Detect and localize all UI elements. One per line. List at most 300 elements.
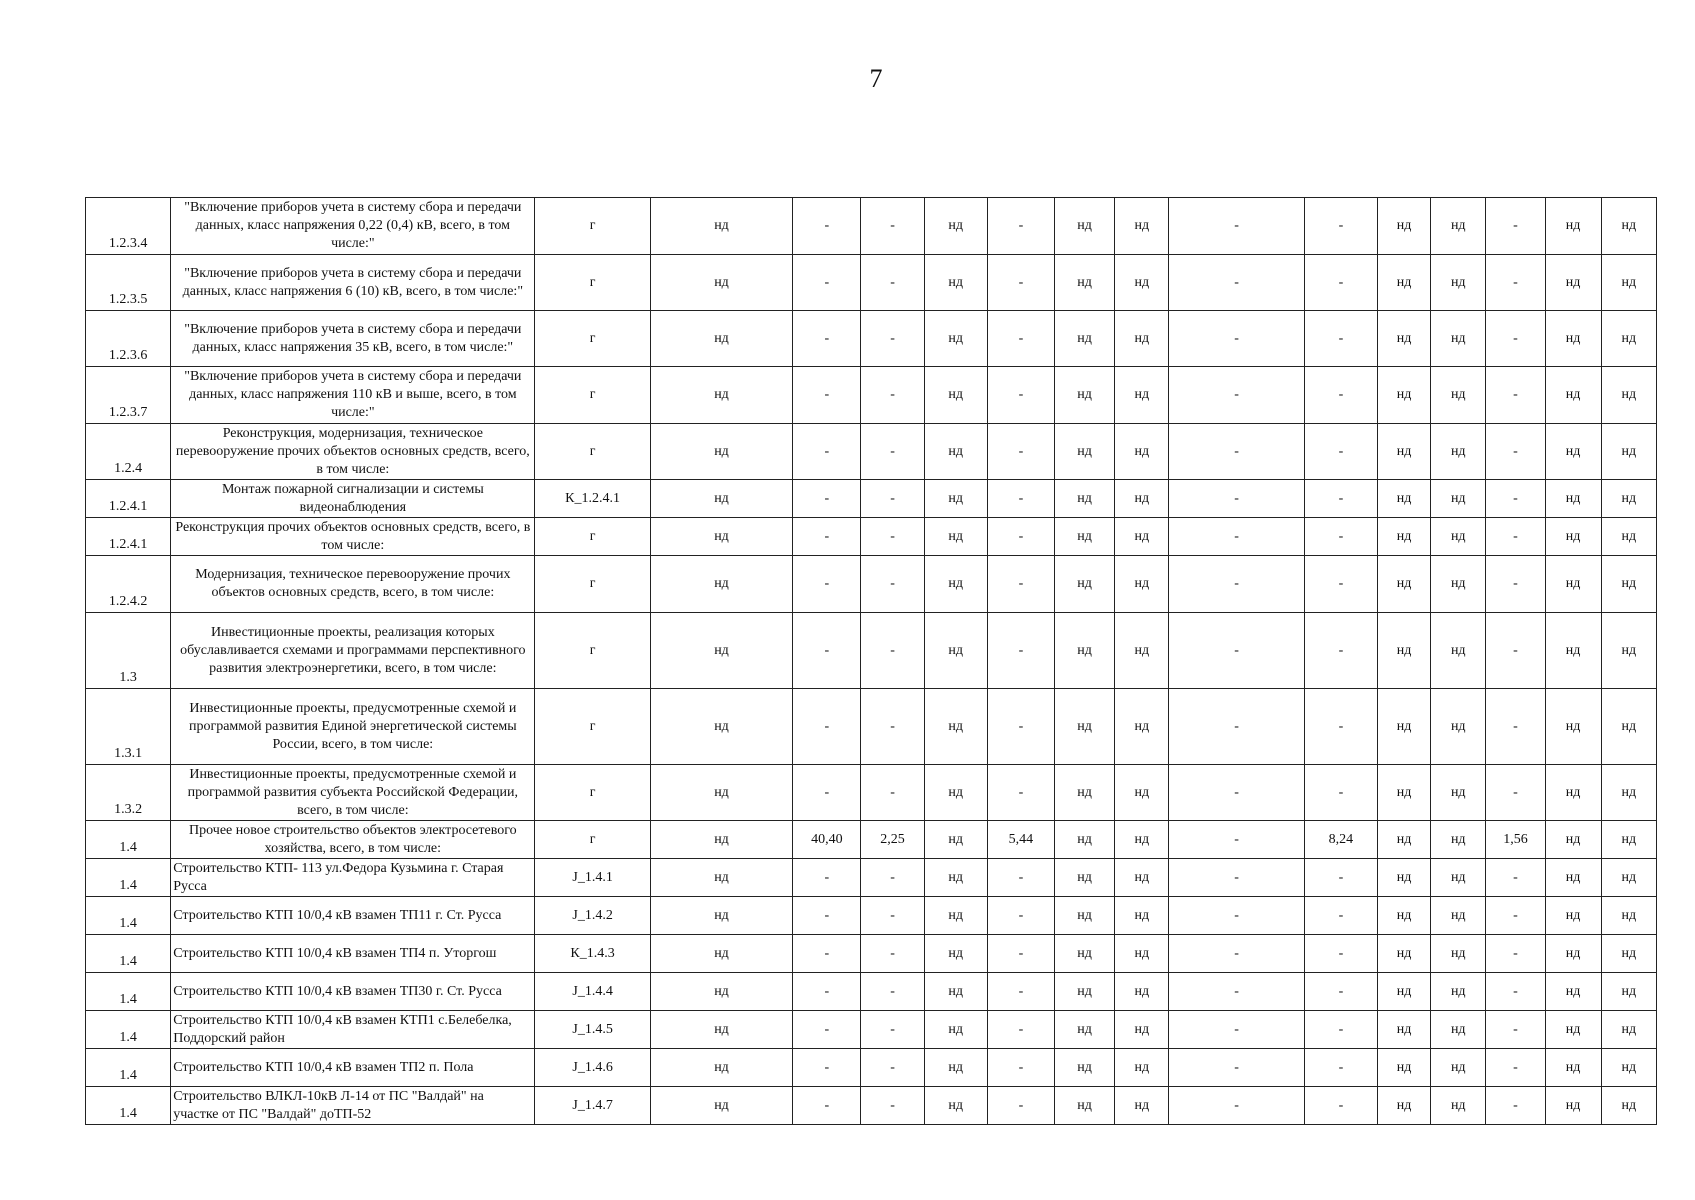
- data-cell: нд: [1055, 1011, 1115, 1049]
- data-cell: -: [793, 480, 861, 518]
- row-number: 1.4: [86, 1087, 171, 1125]
- data-cell: -: [793, 518, 861, 556]
- row-code: К_1.2.4.1: [535, 480, 650, 518]
- data-cell: нд: [924, 613, 987, 689]
- table-row: [86, 424, 1657, 480]
- data-cell: -: [1486, 1011, 1545, 1049]
- data-cell: -: [861, 897, 924, 935]
- data-cell: нд: [1431, 424, 1486, 480]
- data-cell: нд: [1545, 480, 1601, 518]
- data-cell: -: [793, 765, 861, 821]
- data-cell: -: [1486, 689, 1545, 765]
- table-row: [86, 255, 1657, 311]
- data-cell: -: [1304, 480, 1377, 518]
- data-cell: нд: [1545, 198, 1601, 255]
- data-cell: -: [1169, 311, 1304, 367]
- data-cell: -: [1486, 367, 1545, 424]
- data-cell: нд: [1601, 255, 1656, 311]
- row-number: 1.2.4: [86, 424, 171, 480]
- data-cell: нд: [1115, 424, 1169, 480]
- data-cell: нд: [924, 1049, 987, 1087]
- data-cell: -: [793, 1087, 861, 1125]
- data-cell: нд: [1545, 689, 1601, 765]
- data-cell: -: [1169, 897, 1304, 935]
- row-description: Строительство КТП 10/0,4 кВ взамен ТП4 п. Уторгош: [171, 935, 535, 973]
- data-cell: -: [1304, 367, 1377, 424]
- data-cell: нд: [1055, 311, 1115, 367]
- data-cell: нд: [1431, 613, 1486, 689]
- data-cell: -: [1169, 480, 1304, 518]
- data-cell: -: [987, 311, 1054, 367]
- data-cell: нд: [1545, 973, 1601, 1011]
- data-cell: -: [1486, 935, 1545, 973]
- data-cell: -: [1169, 613, 1304, 689]
- data-cell: нд: [924, 367, 987, 424]
- data-cell: нд: [1115, 367, 1169, 424]
- data-cell: -: [861, 480, 924, 518]
- data-cell: нд: [1601, 367, 1656, 424]
- table-row: [86, 613, 1657, 689]
- data-cell: нд: [1601, 556, 1656, 613]
- data-cell: -: [987, 897, 1054, 935]
- data-cell: нд: [1545, 1087, 1601, 1125]
- row-number: 1.4: [86, 821, 171, 859]
- row-code: г: [535, 198, 650, 255]
- data-cell: нд: [1115, 1011, 1169, 1049]
- data-cell: нд: [1545, 556, 1601, 613]
- data-cell: нд: [650, 897, 792, 935]
- data-cell: нд: [1431, 556, 1486, 613]
- table-row: [86, 859, 1657, 897]
- data-cell: нд: [650, 821, 792, 859]
- table-body: [86, 198, 1657, 1125]
- data-cell: нд: [1545, 255, 1601, 311]
- row-number: 1.4: [86, 859, 171, 897]
- data-cell: нд: [1115, 480, 1169, 518]
- data-cell: -: [1304, 1011, 1377, 1049]
- data-cell: нд: [1055, 367, 1115, 424]
- data-cell: нд: [1055, 765, 1115, 821]
- data-cell: нд: [924, 1087, 987, 1125]
- data-cell: -: [1486, 973, 1545, 1011]
- data-cell: нд: [1431, 689, 1486, 765]
- data-cell: -: [861, 765, 924, 821]
- data-cell: -: [1169, 556, 1304, 613]
- data-cell: -: [1169, 859, 1304, 897]
- data-cell: нд: [1055, 897, 1115, 935]
- data-cell: -: [1304, 424, 1377, 480]
- data-cell: нд: [1545, 765, 1601, 821]
- row-description: "Включение приборов учета в систему сбора и передачи данных, класс напряжения 6 (10) кВ, всего, в том числе:": [171, 255, 535, 311]
- data-cell: нд: [1431, 859, 1486, 897]
- row-code: г: [535, 689, 650, 765]
- data-cell: нд: [650, 198, 792, 255]
- row-description: Инвестиционные проекты, предусмотренные схемой и программой развития Единой энергетической системы России, всего, в том числе:: [171, 689, 535, 765]
- row-description: Реконструкция, модернизация, техническое перевооружение прочих объектов основных средств, всего, в том числе:: [171, 424, 535, 480]
- row-number: 1.2.3.6: [86, 311, 171, 367]
- data-cell: -: [987, 765, 1054, 821]
- data-cell: нд: [1115, 689, 1169, 765]
- data-cell: нд: [1431, 935, 1486, 973]
- data-cell: нд: [650, 859, 792, 897]
- row-description: Монтаж пожарной сигнализации и системы видеонаблюдения: [171, 480, 535, 518]
- data-cell: нд: [1115, 821, 1169, 859]
- data-cell: нд: [1378, 367, 1431, 424]
- data-cell: -: [1486, 765, 1545, 821]
- data-cell: нд: [1055, 613, 1115, 689]
- data-cell: нд: [1601, 198, 1656, 255]
- data-cell: нд: [1601, 935, 1656, 973]
- data-cell: нд: [1378, 311, 1431, 367]
- data-cell: нд: [1055, 973, 1115, 1011]
- row-description: Прочее новое строительство объектов электросетевого хозяйства, всего, в том числе:: [171, 821, 535, 859]
- data-cell: -: [987, 480, 1054, 518]
- data-cell: нд: [1378, 821, 1431, 859]
- data-cell: нд: [1378, 198, 1431, 255]
- data-cell: -: [987, 1087, 1054, 1125]
- data-cell: -: [1304, 255, 1377, 311]
- row-code: г: [535, 556, 650, 613]
- data-cell: -: [987, 424, 1054, 480]
- data-cell: нд: [924, 255, 987, 311]
- data-cell: нд: [1545, 424, 1601, 480]
- data-cell: нд: [1055, 424, 1115, 480]
- data-cell: нд: [1601, 765, 1656, 821]
- data-cell: -: [861, 556, 924, 613]
- data-cell: -: [987, 689, 1054, 765]
- data-cell: -: [861, 198, 924, 255]
- data-cell: нд: [1378, 859, 1431, 897]
- table-row: [86, 689, 1657, 765]
- data-cell: -: [861, 613, 924, 689]
- data-cell: нд: [1601, 1087, 1656, 1125]
- data-cell: -: [1169, 689, 1304, 765]
- data-cell: нд: [650, 424, 792, 480]
- data-cell: -: [861, 973, 924, 1011]
- data-cell: нд: [1055, 255, 1115, 311]
- table-row: [86, 897, 1657, 935]
- data-cell: нд: [650, 367, 792, 424]
- data-cell: нд: [1601, 821, 1656, 859]
- data-cell: -: [1486, 897, 1545, 935]
- data-cell: нд: [650, 556, 792, 613]
- data-cell: нд: [1115, 613, 1169, 689]
- data-cell: -: [793, 859, 861, 897]
- data-cell: -: [987, 367, 1054, 424]
- data-cell: нд: [650, 1049, 792, 1087]
- data-cell: нд: [1378, 255, 1431, 311]
- row-code: г: [535, 311, 650, 367]
- data-cell: -: [1486, 480, 1545, 518]
- data-cell: нд: [650, 518, 792, 556]
- data-cell: -: [861, 424, 924, 480]
- data-cell: 5,44: [987, 821, 1054, 859]
- data-cell: нд: [924, 424, 987, 480]
- data-cell: -: [793, 424, 861, 480]
- data-cell: -: [1304, 311, 1377, 367]
- data-cell: нд: [1055, 689, 1115, 765]
- data-cell: нд: [1378, 1011, 1431, 1049]
- row-description: Инвестиционные проекты, предусмотренные схемой и программой развития субъекта Российской Федерации, всего, в том числе:: [171, 765, 535, 821]
- row-code: J_1.4.4: [535, 973, 650, 1011]
- row-number: 1.2.3.5: [86, 255, 171, 311]
- data-cell: нд: [1601, 973, 1656, 1011]
- row-code: J_1.4.7: [535, 1087, 650, 1125]
- data-cell: -: [987, 1049, 1054, 1087]
- data-cell: нд: [924, 689, 987, 765]
- table-row: [86, 518, 1657, 556]
- data-cell: -: [861, 859, 924, 897]
- data-cell: -: [1486, 311, 1545, 367]
- data-cell: нд: [924, 198, 987, 255]
- data-cell: -: [1304, 613, 1377, 689]
- data-cell: нд: [1601, 613, 1656, 689]
- data-cell: -: [861, 689, 924, 765]
- row-description: "Включение приборов учета в систему сбора и передачи данных, класс напряжения 0,22 (0,4) кВ, всего, в том числе:": [171, 198, 535, 255]
- data-cell: нд: [1055, 480, 1115, 518]
- data-cell: -: [861, 518, 924, 556]
- data-cell: -: [1486, 255, 1545, 311]
- data-cell: нд: [1378, 765, 1431, 821]
- data-cell: нд: [1431, 1011, 1486, 1049]
- data-cell: нд: [1115, 311, 1169, 367]
- data-cell: нд: [1378, 1049, 1431, 1087]
- data-cell: нд: [1055, 859, 1115, 897]
- data-cell: -: [1486, 1049, 1545, 1087]
- data-cell: нд: [1601, 518, 1656, 556]
- row-description: "Включение приборов учета в систему сбора и передачи данных, класс напряжения 110 кВ и выше, всего, в том числе:": [171, 367, 535, 424]
- data-cell: нд: [1115, 198, 1169, 255]
- data-cell: нд: [1545, 859, 1601, 897]
- data-cell: нд: [1601, 311, 1656, 367]
- data-cell: нд: [650, 1087, 792, 1125]
- data-cell: нд: [1115, 765, 1169, 821]
- data-cell: нд: [650, 255, 792, 311]
- data-cell: -: [793, 897, 861, 935]
- row-number: 1.2.4.2: [86, 556, 171, 613]
- data-cell: нд: [1431, 1049, 1486, 1087]
- data-cell: -: [861, 935, 924, 973]
- data-cell: -: [1169, 198, 1304, 255]
- data-cell: -: [1486, 198, 1545, 255]
- data-cell: нд: [1545, 1049, 1601, 1087]
- data-cell: -: [987, 973, 1054, 1011]
- data-cell: нд: [924, 556, 987, 613]
- data-cell: -: [987, 1011, 1054, 1049]
- row-number: 1.4: [86, 897, 171, 935]
- data-cell: нд: [1115, 255, 1169, 311]
- data-cell: нд: [1601, 689, 1656, 765]
- data-cell: -: [1169, 1049, 1304, 1087]
- data-cell: нд: [924, 480, 987, 518]
- page-number: 7: [869, 64, 883, 93]
- row-description: Модернизация, техническое перевооружение прочих объектов основных средств, всего, в том числе:: [171, 556, 535, 613]
- data-cell: -: [1304, 897, 1377, 935]
- data-cell: -: [1169, 367, 1304, 424]
- row-code: г: [535, 255, 650, 311]
- data-cell: нд: [1378, 556, 1431, 613]
- data-cell: -: [861, 1049, 924, 1087]
- table-row: [86, 367, 1657, 424]
- row-code: К_1.4.3: [535, 935, 650, 973]
- data-cell: нд: [1378, 1087, 1431, 1125]
- table-row: [86, 480, 1657, 518]
- data-cell: -: [793, 1011, 861, 1049]
- data-cell: -: [1169, 821, 1304, 859]
- row-code: J_1.4.1: [535, 859, 650, 897]
- data-cell: -: [1304, 556, 1377, 613]
- data-cell: -: [793, 367, 861, 424]
- row-description: Реконструкция прочих объектов основных средств, всего, в том числе:: [171, 518, 535, 556]
- data-cell: нд: [1601, 480, 1656, 518]
- data-cell: -: [987, 198, 1054, 255]
- data-cell: нд: [1055, 556, 1115, 613]
- data-cell: нд: [650, 765, 792, 821]
- data-cell: -: [1169, 1087, 1304, 1125]
- data-cell: нд: [1055, 1049, 1115, 1087]
- data-cell: -: [1169, 935, 1304, 973]
- data-cell: нд: [1378, 613, 1431, 689]
- table-row: [86, 556, 1657, 613]
- data-cell: нд: [1055, 1087, 1115, 1125]
- data-cell: -: [1304, 689, 1377, 765]
- row-description: Строительство КТП 10/0,4 кВ взамен КТП1 с.Белебелка, Поддорский район: [171, 1011, 535, 1049]
- data-cell: -: [793, 255, 861, 311]
- data-cell: нд: [1431, 897, 1486, 935]
- row-description: Строительство КТП 10/0,4 кВ взамен ТП11 г. Ст. Русса: [171, 897, 535, 935]
- data-cell: нд: [1378, 424, 1431, 480]
- data-cell: 40,40: [793, 821, 861, 859]
- data-cell: -: [793, 973, 861, 1011]
- data-cell: нд: [1545, 518, 1601, 556]
- data-cell: нд: [1115, 1049, 1169, 1087]
- data-cell: нд: [1545, 1011, 1601, 1049]
- data-cell: нд: [650, 1011, 792, 1049]
- data-cell: нд: [924, 897, 987, 935]
- data-cell: нд: [1545, 897, 1601, 935]
- data-cell: нд: [1545, 821, 1601, 859]
- data-cell: нд: [650, 935, 792, 973]
- data-cell: нд: [650, 480, 792, 518]
- data-cell: нд: [1431, 311, 1486, 367]
- row-number: 1.4: [86, 1011, 171, 1049]
- data-cell: -: [987, 935, 1054, 973]
- data-cell: -: [1486, 518, 1545, 556]
- data-cell: -: [793, 556, 861, 613]
- row-code: J_1.4.2: [535, 897, 650, 935]
- data-cell: нд: [1115, 1087, 1169, 1125]
- data-cell: -: [987, 556, 1054, 613]
- data-cell: -: [793, 198, 861, 255]
- data-cell: -: [861, 255, 924, 311]
- data-cell: -: [1169, 973, 1304, 1011]
- data-cell: нд: [650, 973, 792, 1011]
- data-cell: нд: [1431, 367, 1486, 424]
- table-row: [86, 1087, 1657, 1125]
- data-cell: 8,24: [1304, 821, 1377, 859]
- data-cell: 1,56: [1486, 821, 1545, 859]
- data-cell: -: [1169, 765, 1304, 821]
- data-cell: -: [1304, 1087, 1377, 1125]
- data-cell: нд: [1431, 480, 1486, 518]
- data-cell: -: [1169, 1011, 1304, 1049]
- row-number: 1.2.3.4: [86, 198, 171, 255]
- data-cell: -: [793, 613, 861, 689]
- data-cell: нд: [650, 613, 792, 689]
- data-cell: нд: [1601, 1011, 1656, 1049]
- data-cell: -: [861, 1011, 924, 1049]
- data-cell: нд: [650, 689, 792, 765]
- data-cell: -: [1304, 935, 1377, 973]
- data-cell: -: [987, 255, 1054, 311]
- data-cell: нд: [1601, 424, 1656, 480]
- data-cell: -: [987, 613, 1054, 689]
- data-cell: нд: [1431, 255, 1486, 311]
- row-code: г: [535, 613, 650, 689]
- data-cell: 2,25: [861, 821, 924, 859]
- data-cell: нд: [1545, 367, 1601, 424]
- table-row: [86, 935, 1657, 973]
- row-description: Строительство ВЛКЛ-10кВ Л-14 от ПС "Валдай" на участке от ПС "Валдай" доТП-52: [171, 1087, 535, 1125]
- data-cell: нд: [1431, 821, 1486, 859]
- data-cell: нд: [1378, 973, 1431, 1011]
- data-cell: нд: [1601, 859, 1656, 897]
- data-cell: -: [793, 1049, 861, 1087]
- data-cell: нд: [1378, 897, 1431, 935]
- data-cell: -: [987, 859, 1054, 897]
- data-cell: нд: [924, 821, 987, 859]
- data-cell: -: [861, 1087, 924, 1125]
- table-row: [86, 821, 1657, 859]
- data-cell: -: [793, 935, 861, 973]
- data-cell: нд: [1378, 689, 1431, 765]
- table-row: [86, 765, 1657, 821]
- data-cell: -: [1304, 765, 1377, 821]
- data-cell: нд: [1601, 897, 1656, 935]
- data-cell: -: [793, 311, 861, 367]
- row-description: Строительство КТП 10/0,4 кВ взамен ТП30 г. Ст. Русса: [171, 973, 535, 1011]
- row-number: 1.2.3.7: [86, 367, 171, 424]
- data-cell: -: [1304, 518, 1377, 556]
- data-cell: нд: [650, 311, 792, 367]
- row-description: Строительство КТП- 113 ул.Федора Кузьмина г. Старая Русса: [171, 859, 535, 897]
- row-code: г: [535, 367, 650, 424]
- data-cell: нд: [1431, 1087, 1486, 1125]
- data-cell: -: [987, 518, 1054, 556]
- data-cell: нд: [1055, 821, 1115, 859]
- data-cell: нд: [1545, 311, 1601, 367]
- data-cell: -: [1304, 198, 1377, 255]
- data-cell: -: [1304, 859, 1377, 897]
- data-cell: -: [1486, 556, 1545, 613]
- data-cell: нд: [1545, 613, 1601, 689]
- table-row: [86, 1011, 1657, 1049]
- data-cell: нд: [924, 765, 987, 821]
- row-number: 1.3: [86, 613, 171, 689]
- data-cell: нд: [1115, 973, 1169, 1011]
- row-code: г: [535, 765, 650, 821]
- data-cell: нд: [1115, 859, 1169, 897]
- row-number: 1.2.4.1: [86, 480, 171, 518]
- data-cell: нд: [924, 311, 987, 367]
- data-cell: -: [1486, 613, 1545, 689]
- data-cell: нд: [924, 518, 987, 556]
- data-cell: -: [1486, 1087, 1545, 1125]
- data-cell: нд: [924, 859, 987, 897]
- data-cell: нд: [1115, 935, 1169, 973]
- row-number: 1.4: [86, 973, 171, 1011]
- row-code: J_1.4.5: [535, 1011, 650, 1049]
